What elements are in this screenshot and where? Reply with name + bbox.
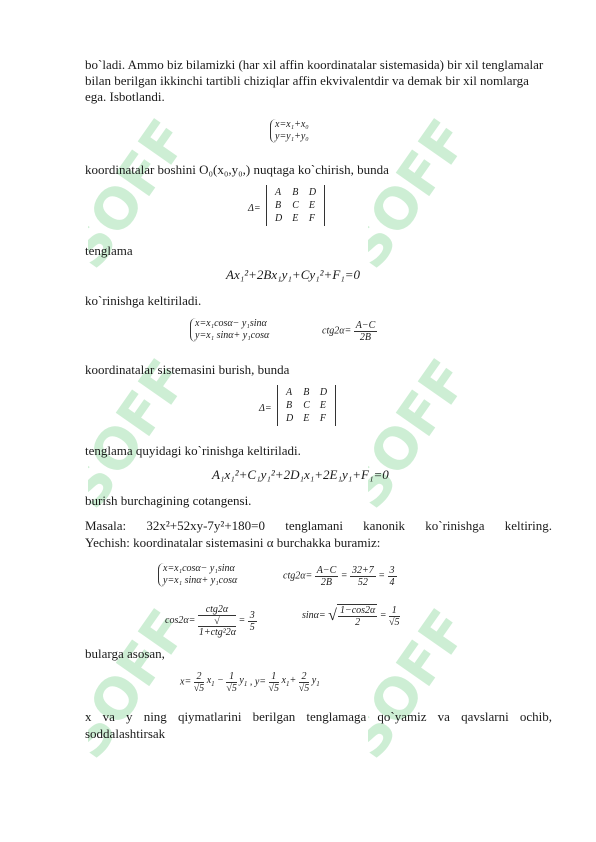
example-rotation-eq-x: x=x₁cosα− y₁sinα <box>163 563 235 574</box>
svg-text:SOFF: SOFF <box>368 350 478 521</box>
sin-formula: sinα= √ $\frac{1-\cos 2\alpha}{2}$ = $\frac{1}{√5}$ <box>302 604 400 628</box>
cos-value-denominator: 5 <box>249 621 255 633</box>
ctg-denominator: 2B <box>359 332 372 343</box>
det-cell: F <box>308 213 316 224</box>
determinant-2 <box>277 385 336 426</box>
rotation-text: koordinatalar sistemasini burish, bunda <box>85 362 290 377</box>
ctg-formula <box>322 320 377 343</box>
frac-denominator: √5 <box>298 683 310 694</box>
svg-text:SOFF: SOFF <box>368 110 478 281</box>
frac-numerator: 2 <box>299 671 310 683</box>
determinant-1 <box>266 185 325 226</box>
ctg-numerator: A−C <box>355 320 376 331</box>
delta-label: Δ= <box>248 203 261 214</box>
cos-value-numerator: 3 <box>249 609 255 621</box>
frac-numerator: 1 <box>269 671 280 683</box>
cos-formula: cos2α= ctg2α √ 1+ctg²2α = $\frac{3}{5}$ <box>165 604 255 638</box>
det-cell: C <box>303 400 310 411</box>
example-numerator: 32+7 <box>352 565 374 576</box>
equation-2: A₁x₁²+C₁y₁²+2D₁x₁+2E₁y₁+F₁=0 <box>212 467 389 482</box>
cotangent-text: burish burchagining cotangensi. <box>85 493 252 508</box>
svg-text:SOFF: SOFF <box>88 350 198 521</box>
det-cell: B <box>286 400 293 411</box>
sin-denominator: 2 <box>355 617 361 628</box>
example-result-numerator: 3 <box>389 565 395 576</box>
sin-value-numerator: 1 <box>389 605 400 617</box>
shift-eq-x: x=x₁+x₀ <box>275 119 309 130</box>
det-cell: B <box>303 387 310 398</box>
svg-text:SOFF: SOFF <box>368 600 478 771</box>
frac-numerator: 1 <box>226 671 237 683</box>
intro-paragraph: bo`ladi. Ammo biz bilamizki (har xil affin koordinatalar sistemasida) bir xil tenglamalar bilan berilgan ikkinchi tartibli chiziqlar affin ekvivalentdir va demak bir xil nomlarga ega. Isbotlandi. <box>85 57 544 104</box>
det-cell: C <box>292 200 299 211</box>
rotation-eq-x: x=x₁cosα− y₁sinα <box>195 318 267 329</box>
frac-denominator: √5 <box>268 683 280 694</box>
based-on-text: bularga asosan, <box>85 646 165 661</box>
sin-lhs: sinα= <box>302 610 326 621</box>
ctg-lhs: ctg2α= <box>322 325 352 337</box>
det-cell: E <box>303 413 310 424</box>
y-lhs: , y= <box>249 676 267 688</box>
det-cell: B <box>275 200 282 211</box>
delta-label: Δ= <box>259 403 272 414</box>
shift-text: koordinatalar boshini O₀(x₀,y₀,) nuqtaga ko`chirish, bunda <box>85 162 389 177</box>
equation-1: Ax₁²+2Bx₁y₁+Cy₁²+F₁=0 <box>226 267 361 282</box>
substitution-formula: x= $\frac{2}{√5}$ $x_1$ − $\frac{1}{√5}$ $y_1$ , y= $\frac{1}{√5}$ $x_1+$ $\frac{2}{√5}$ $y_1$ <box>180 671 320 694</box>
solution-start: Yechish: koordinatalar sistemasini α burchakka buramiz: <box>85 535 381 550</box>
final-text-end: soddalashtirsak <box>85 726 166 741</box>
example-rotation-eq-y: y=x₁ sinα+ y₁cosα <box>163 575 238 586</box>
result-text-2: tenglama quyidagi ko`rinishga keltiriladi. <box>85 443 301 458</box>
example-result-denominator: 4 <box>389 577 395 588</box>
rotation-system <box>190 318 269 342</box>
det-cell: E <box>319 400 327 411</box>
x-lhs: x= <box>180 676 192 688</box>
det-cell: A <box>275 187 282 198</box>
watermark-logo <box>368 110 478 300</box>
det-cell: D <box>286 413 294 424</box>
watermark-logo <box>368 600 478 790</box>
cos-denominator: 1+ctg²2α <box>198 627 237 638</box>
final-text: x va y ning qiymatlarini berilgan tenglamaga qo`yamiz va qavslarni ochib, <box>85 709 552 724</box>
shift-system <box>270 119 309 143</box>
problem-statement: Masala: 32x²+52xy-7y²+180=0 tenglamani kanonik ko`rinishga keltiring. <box>85 518 552 533</box>
det-cell: A <box>286 387 293 398</box>
det-cell: F <box>319 413 327 424</box>
sin-numerator: 1−cos2α <box>339 605 376 616</box>
svg-text:SOFF: SOFF <box>88 600 198 771</box>
frac-numerator: 2 <box>194 671 205 683</box>
result-text-1: ko`rinishga keltiriladi. <box>85 293 202 308</box>
frac-denominator: √5 <box>226 683 237 694</box>
ctg-numerator: A−C <box>316 565 337 576</box>
frac-denominator: √5 <box>193 683 205 694</box>
cos-numerator: ctg2α <box>198 604 236 616</box>
example-rotation-system <box>158 563 237 587</box>
tenglama-text: tenglama <box>85 243 133 258</box>
rotation-eq-y: y=x₁ sinα+ y₁cosα <box>195 330 270 341</box>
ctg-lhs: ctg2α= <box>283 570 313 582</box>
cos-lhs: cos2α= <box>165 615 196 626</box>
shift-eq-y: y=y₁+y₀ <box>275 131 309 142</box>
svg-text:SOFF: SOFF <box>88 110 198 281</box>
det-cell: E <box>292 213 299 224</box>
det-cell: D <box>308 187 317 198</box>
ctg-denominator: 2B <box>320 577 333 588</box>
det-cell: B <box>292 187 299 198</box>
watermark-logo <box>88 110 198 300</box>
det-cell: D <box>319 387 328 398</box>
example-denominator: 52 <box>357 577 368 588</box>
example-ctg-formula: ctg2α= $\frac{A-C}{2B}$ = $\frac{32+7}{52}$ = $\frac{3}{4}$ <box>283 565 395 588</box>
det-cell: D <box>275 213 283 224</box>
det-cell: E <box>308 200 316 211</box>
sin-value-denominator: √5 <box>389 616 400 628</box>
